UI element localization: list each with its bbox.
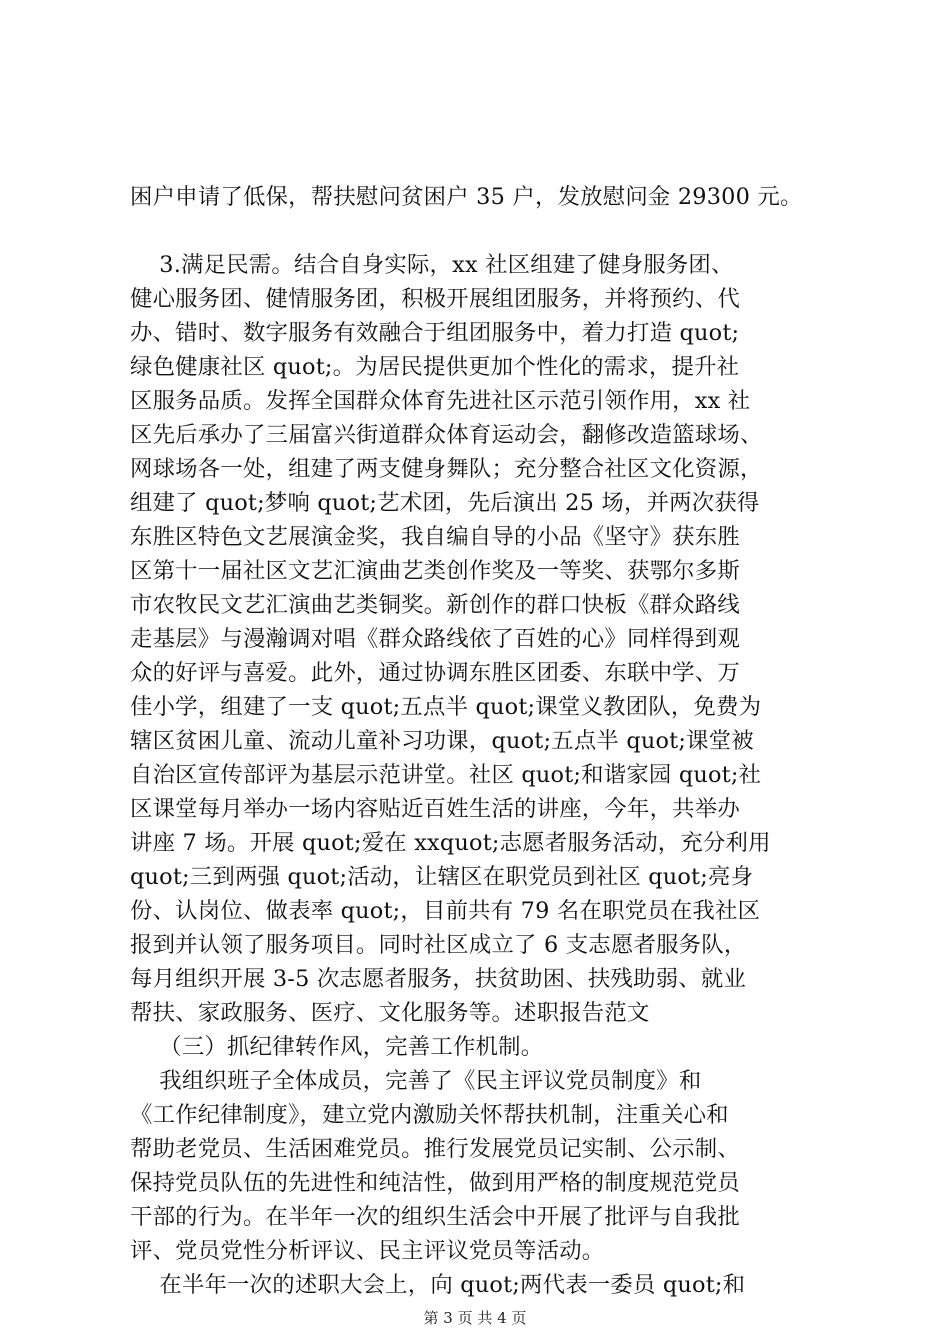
text-line: 《工作纪律制度》，建立党内激励关怀帮扶机制，注重关心和 — [130, 1102, 729, 1128]
text-line: 众的好评与喜爱。此外，通过协调东胜区团委、东联中学、万 — [130, 660, 740, 686]
text-line: 区先后承办了三届富兴街道群众体育运动会，翻修改造篮球场、 — [130, 422, 763, 448]
text-line: 讲座 7 场。开展 quot;爱在 xxquot;志愿者服务活动，充分利用 — [130, 830, 771, 856]
text-line: 绿色健康社区 quot;。为居民提供更加个性化的需求，提升社 — [130, 354, 740, 380]
text-line: 区服务品质。发挥全国群众体育先进社区示范引领作用，xx 社 — [130, 388, 751, 414]
text-line: 保持党员队伍的先进性和纯洁性，做到用严格的制度规范党员 — [130, 1170, 740, 1196]
text-line: 在半年一次的述职大会上，向 quot;两代表一委员 quot;和 — [130, 1272, 746, 1298]
text-line: 帮扶、家政服务、医疗、文化服务等。述职报告范文 — [130, 1000, 650, 1026]
text-line: 每月组织开展 3-5 次志愿者服务，扶贫助困、扶残助弱、就业 — [130, 966, 747, 992]
text-line: 健心服务团、健情服务团，积极开展组团服务，并将预约、代 — [130, 286, 740, 312]
text-line: 干部的行为。在半年一次的组织生活会中开展了批评与自我批 — [130, 1204, 740, 1230]
text-line: 组建了 quot;梦响 quot;艺术团，先后演出 25 场，并两次获得 — [130, 490, 760, 516]
text-line: 评、党员党性分析评议、民主评议党员等活动。 — [130, 1238, 605, 1264]
text-line: 自治区宣传部评为基层示范讲堂。社区 quot;和谐家园 quot;社 — [130, 762, 762, 788]
text-line: 我组织班子全体成员，完善了《民主评议党员制度》和 — [130, 1068, 702, 1094]
text-line: 困户申请了低保，帮扶慰问贫困户 35 户，发放慰问金 29300 元。 — [130, 184, 803, 210]
section-heading: （三）抓纪律转作风，完善工作机制。 — [130, 1034, 544, 1060]
text-line: 办、错时、数字服务有效融合于组团服务中，着力打造 quot; — [130, 320, 740, 346]
text-line: 网球场各一处，组建了两支健身舞队；充分整合社区文化资源， — [130, 456, 763, 482]
text-line: 辖区贫困儿童、流动儿童补习功课，quot;五点半 quot;课堂被 — [130, 728, 754, 754]
text-line: 报到并认领了服务项目。同时社区成立了 6 支志愿者服务队， — [130, 932, 747, 958]
text-line: 走基层》与漫瀚调对唱《群众路线依了百姓的心》同样得到观 — [130, 626, 740, 652]
text-line: 区第十一届社区文艺汇演曲艺类创作奖及一等奖、获鄂尔多斯 — [130, 558, 740, 584]
text-line: 区课堂每月举办一场内容贴近百姓生活的讲座，今年，共举办 — [130, 796, 740, 822]
text-line: quot;三到两强 quot;活动，让辖区在职党员到社区 quot;亮身 — [130, 864, 754, 890]
text-line: 佳小学，组建了一支 quot;五点半 quot;课堂义教团队，免费为 — [130, 694, 762, 720]
text-line: 份、认岗位、做表率 quot;，目前共有 79 名在职党员在我社区 — [130, 898, 761, 924]
page-footer: 第 3 页 共 4 页 — [423, 1309, 527, 1327]
text-line: 帮助老党员、生活困难党员。推行发展党员记实制、公示制、 — [130, 1136, 740, 1162]
text-line: 市农牧民文艺汇演曲艺类铜奖。新创作的群口快板《群众路线 — [130, 592, 740, 618]
text-line: 3.满足民需。结合自身实际，xx 社区组建了健身服务团、 — [130, 252, 734, 278]
text-line: 东胜区特色文艺展演金奖，我自编自导的小品《坚守》获东胜 — [130, 524, 740, 550]
